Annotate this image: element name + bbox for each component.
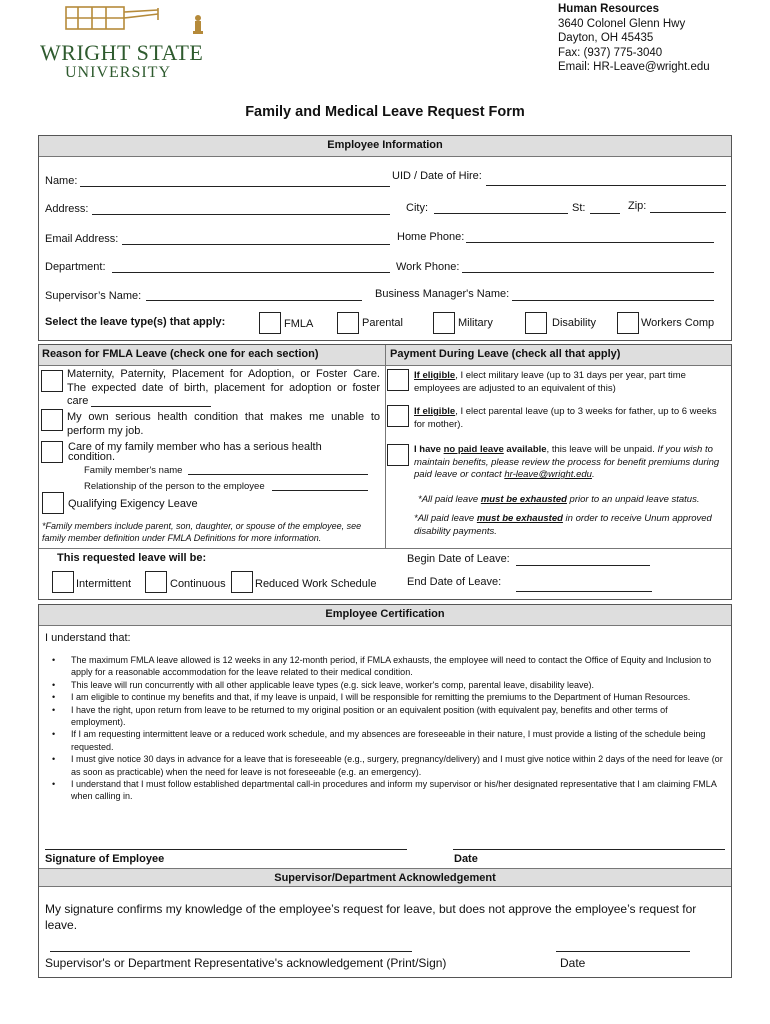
work-phone-label: Work Phone: <box>396 261 460 273</box>
business-manager-label: Business Manager's Name: <box>375 288 510 300</box>
payment-military-body: , I elect military leave (up to 31 days per year, part time employees are adjusted to an equivalent of this) <box>414 370 686 394</box>
reason-family-care-checkbox[interactable] <box>41 441 63 463</box>
reason-exigency-checkbox[interactable] <box>42 492 64 514</box>
reason-maternity-text: Maternity, Paternity, Placement for Adoption, or Foster Care. The expected date of birth, placement for adoption or foster care <box>67 368 380 408</box>
certification-list <box>52 654 724 803</box>
payment-parental-checkbox[interactable] <box>387 405 409 427</box>
reason-own-health-checkbox[interactable] <box>41 409 63 431</box>
payment-military-checkbox[interactable] <box>387 369 409 391</box>
state-label: St: <box>572 202 586 214</box>
reason-own-health-text: My own serious health condition that makes me unable to perform my job. <box>67 411 380 437</box>
payment-no-paid-leave-checkbox[interactable] <box>387 444 409 466</box>
university-name-line2: UNIVERSITY <box>65 64 171 81</box>
hr-address2: Dayton, OH 45435 <box>558 32 654 44</box>
leave-type-military-checkbox[interactable] <box>433 312 455 334</box>
reason-family-care-text: Care of my family member who has a serious health condition. <box>68 441 322 463</box>
cert-item: • I am eligible to continue my benefits and that, if my leave is unpaid, I will be responsible for remitting the premiums to the Department of Human Resources. <box>52 691 724 703</box>
supervisor-date-label: Date <box>560 956 586 970</box>
hr-title: Human Resources <box>558 3 659 15</box>
cert-item: • I must give notice 30 days in advance for a leave that is foreseeable (e.g., surgery, pregnancy/delivery) and I must give notice within 2 days of the need for leave (or as soon as practicable) when the need for leave is not foreseeable (e.g. an emergency). <box>52 753 724 778</box>
relationship-label: Relationship of the person to the employee <box>84 481 265 492</box>
cert-item: • I understand that I must follow established departmental call-in procedures and inform my supervisor or his/her designated representative that I am claiming FMLA when calling in. <box>52 778 724 803</box>
cert-item: • If I am requesting intermittent leave or a reduced work schedule, and my absences are foreseeable in their nature, I must provide a listing of the schedule being requested. <box>52 728 724 753</box>
reason-exigency-label: Qualifying Exigency Leave <box>68 498 198 510</box>
hr-contact <box>558 2 710 75</box>
department-field[interactable] <box>112 272 390 273</box>
uid-field[interactable] <box>486 185 726 186</box>
schedule-intermittent-checkbox[interactable] <box>52 571 74 593</box>
supervisor-signature-label: Supervisor's or Department Representative's acknowledgement (Print/Sign) <box>45 956 447 970</box>
home-phone-label: Home Phone: <box>397 231 465 243</box>
schedule-reduced-label: Reduced Work Schedule <box>255 578 377 590</box>
payment-no-paid-leave-text <box>414 444 720 482</box>
uid-label: UID / Date of Hire: <box>392 170 482 182</box>
paid-leave-note-1 <box>418 494 699 505</box>
leave-type-disability-checkbox[interactable] <box>525 312 547 334</box>
work-phone-field[interactable] <box>462 272 714 273</box>
note1-a: *All paid leave <box>418 494 481 505</box>
leave-type-workers-comp-label: Workers Comp <box>641 317 715 329</box>
form-title: Family and Medical Leave Request Form <box>245 104 525 120</box>
state-field[interactable] <box>590 213 620 214</box>
email-field[interactable] <box>122 244 390 245</box>
supervisor-signature-field[interactable] <box>50 951 412 952</box>
supervisor-field[interactable] <box>146 300 362 301</box>
leave-type-workers-comp-checkbox[interactable] <box>617 312 639 334</box>
schedule-prompt: This requested leave will be: <box>57 552 207 564</box>
family-member-name-field[interactable] <box>188 474 368 475</box>
city-label: City: <box>406 202 428 214</box>
no-paid-part-a: I have <box>414 444 444 455</box>
hr-leave-email-link[interactable]: hr-leave@wright.edu <box>504 469 592 481</box>
address-label: Address: <box>45 203 89 215</box>
leave-type-disability-label: Disability <box>552 317 597 329</box>
certification-heading: Employee Certification <box>39 605 731 626</box>
employee-info-heading: Employee Information <box>39 136 731 157</box>
city-field[interactable] <box>434 213 568 214</box>
payment-heading: Payment During Leave (check all that apply) <box>386 345 731 366</box>
employee-date-label: Date <box>454 853 478 865</box>
employee-date-field[interactable] <box>453 849 725 850</box>
reason-heading: Reason for FMLA Leave (check one for each section) <box>39 345 385 366</box>
schedule-continuous-label: Continuous <box>170 578 226 590</box>
reason-maternity-checkbox[interactable] <box>41 370 63 392</box>
schedule-divider <box>39 548 731 549</box>
employee-signature-field[interactable] <box>45 849 407 850</box>
end-date-field[interactable] <box>516 591 652 592</box>
name-field[interactable] <box>80 186 390 187</box>
email-label: Email Address: <box>45 233 119 245</box>
note2-a: *All paid leave <box>414 513 477 524</box>
section-divider <box>385 345 386 548</box>
supervisor-statement: My signature confirms my knowledge of the employee’s request for leave, but does not approve the employee’s request for leave. <box>45 902 697 932</box>
name-label: Name: <box>45 175 78 187</box>
schedule-continuous-checkbox[interactable] <box>145 571 167 593</box>
department-label: Department: <box>45 261 106 273</box>
paid-leave-note-2 <box>414 513 714 539</box>
end-date-label: End Date of Leave: <box>407 576 502 588</box>
note1-b: must be exhausted <box>480 494 567 505</box>
cert-item: • This leave will run concurrently with all other applicable leave types (e.g. sick leave, worker's comp, parental leave, disability leave). <box>52 679 724 691</box>
relationship-field[interactable] <box>272 490 368 491</box>
zip-field[interactable] <box>650 212 726 213</box>
hr-address1: 3640 Colonel Glenn Hwy <box>558 17 686 30</box>
begin-date-field[interactable] <box>516 565 650 566</box>
no-paid-part-f: . <box>591 469 595 481</box>
address-field[interactable] <box>92 214 390 215</box>
zip-label: Zip: <box>628 200 647 212</box>
supervisor-label: Supervisor’s Name: <box>45 290 142 302</box>
begin-date-label: Begin Date of Leave: <box>407 553 510 565</box>
leave-type-fmla-label: FMLA <box>284 318 314 330</box>
payment-parental-body: , I elect parental leave (up to 3 weeks for father, up to 6 weeks for mother). <box>414 406 717 430</box>
business-manager-field[interactable] <box>512 300 714 301</box>
wsu-logo <box>40 4 210 84</box>
certification-intro: I understand that: <box>45 632 131 644</box>
employee-signature-label: Signature of Employee <box>45 853 165 865</box>
leave-type-parental-label: Parental <box>362 317 403 329</box>
note1-c: prior to an unpaid leave status. <box>566 494 700 505</box>
leave-type-parental-checkbox[interactable] <box>337 312 359 334</box>
payment-parental-text <box>414 406 720 431</box>
no-paid-part-c: available <box>503 444 547 455</box>
schedule-intermittent-label: Intermittent <box>76 578 132 590</box>
employee-info-section <box>38 135 732 341</box>
cert-item: • The maximum FMLA leave allowed is 12 weeks in any 12-month period, if FMLA exhausts, the employee will need to contact the Office of Equity and Inclusion to apply for a reasonable accommodation for the leave related to their medical condition. <box>52 654 724 679</box>
note2-c: in order to receive Unum approved disability payments. <box>414 513 712 537</box>
cert-item: • I have the right, upon return from leave to be returned to my original position or an equivalent position (with equivalent pay, benefits and other terms of employment). <box>52 704 724 729</box>
schedule-reduced-checkbox[interactable] <box>231 571 253 593</box>
leave-type-prompt: Select the leave type(s) that apply: <box>45 316 226 328</box>
no-paid-part-e: If you wish to maintain benefits, please review the process for benefit premiums during paid leave or contact <box>414 444 720 481</box>
home-phone-field[interactable] <box>466 242 714 243</box>
payment-parental-lead: If eligible <box>414 406 456 417</box>
no-paid-part-d: , this leave will be unpaid. <box>546 444 658 455</box>
supervisor-date-field[interactable] <box>556 951 690 952</box>
hr-email: Email: HR-Leave@wright.edu <box>558 61 710 73</box>
no-paid-part-b: no paid leave <box>443 444 504 455</box>
supervisor-heading: Supervisor/Department Acknowledgement <box>39 868 731 887</box>
birth-date-field[interactable] <box>91 406 211 407</box>
note2-b: must be exhausted <box>476 513 563 524</box>
wright-flyer-logo-icon <box>62 4 212 40</box>
leave-type-fmla-checkbox[interactable] <box>259 312 281 334</box>
hr-fax: Fax: (937) 775-3040 <box>558 46 663 59</box>
payment-military-lead: If eligible <box>414 370 456 381</box>
payment-military-text <box>414 370 720 395</box>
leave-type-military-label: Military <box>458 317 493 329</box>
university-name-line1: WRIGHT STATE <box>40 40 204 65</box>
family-definition-footnote: *Family members include parent, son, daughter, or spouse of the employee, see family member definition under FMLA Definitions for more information. <box>42 521 362 543</box>
family-member-name-label: Family member's name <box>84 465 183 476</box>
